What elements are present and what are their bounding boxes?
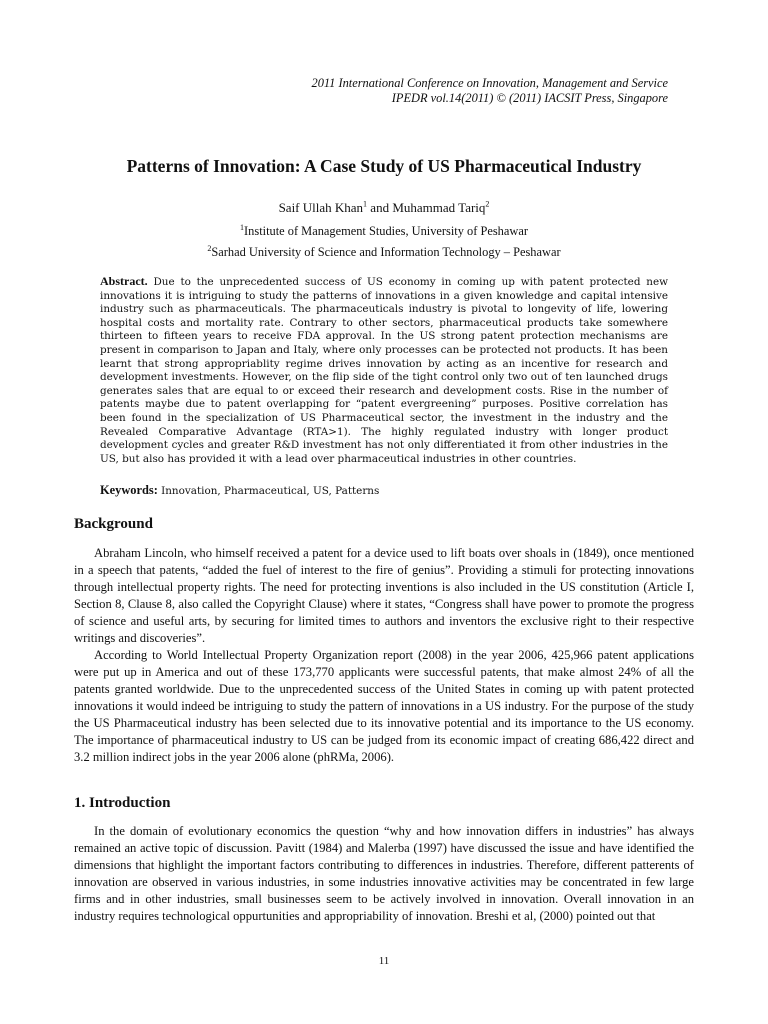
keywords-label: Keywords: <box>100 483 158 497</box>
author-line <box>0 200 768 216</box>
conference-header <box>68 76 668 106</box>
abstract <box>100 275 668 466</box>
conference-name: 2011 International Conference on Innovation, Management and Service <box>311 76 668 90</box>
background-paragraph-1: Abraham Lincoln, who himself received a patent for a device used to lift boats over shoals in (1849), once mentioned in a speech that patents, “added the fuel of interest to the fire of genius”. Providing a stimuli for protecting innovations through intellectual property rights. The need for protecting inventions is also included in the US constitution (Article I, Section 8, Clause 8, also called the Copyright Clause) where it states, “Congress shall have power to promote the progress of science and useful arts, by securing for limited times to authors and inventors the exclusive right to their respective writings and discoveries”. <box>74 546 694 645</box>
author-1: Saif Ullah Khan <box>278 200 364 215</box>
keywords <box>100 483 668 498</box>
affiliation-1-text: Institute of Management Studies, University of Peshawar <box>244 224 528 238</box>
introduction-paragraph-1: In the domain of evolutionary economics the question “why and how innovation differs in industries” has always remained an active topic of discussion. Pavitt (1984) and Malerba (1997) have discussed the issue and have identified the dimensions that highlight the important factors contributing to differences in industries. Therefore, different patterents of innovation are observed in various industries, in some industries innovative activities may be concentrated in few large firms and in other industries, small businesses seem to be actively involved in innovation. Overall innovation in an industry requires technological oppurtunities and appropriability of innovation. Breshi et al, (2000) pointed out that <box>74 824 694 923</box>
section-heading-introduction: 1. Introduction <box>74 795 171 811</box>
abstract-label: Abstract. <box>100 274 148 288</box>
affiliation-2-text: Sarhad University of Science and Information Technology – Peshawar <box>211 245 561 259</box>
paper-title: Patterns of Innovation: A Case Study of US Pharmaceutical Industry <box>126 156 642 176</box>
author-conjunction: and <box>367 200 393 215</box>
affiliation-2 <box>0 245 768 260</box>
background-paragraph-2: According to World Intellectual Property Organization report (2008) in the year 2006, 425,966 patent applications were put up in America and out of these 173,770 applicants were successful patents, that make almost 24% of all the patents granted worldwide. Due to the unprecedented success of the United States in coming up with patent protected innovations it would indeed be intriguing to study the pattern of innovations in a US industry. For the purpose of the study the US Pharmaceutical industry has been selected due to its innovative potential and its importance to the US economy. The importance of pharmaceutical industry to US can be judged from its economic impact of creating 686,422 direct and 3.2 million indirect jobs in the year 2006 alone (phRMa, 2006). <box>74 648 694 764</box>
section-heading-background: Background <box>74 516 153 532</box>
publication-info: IPEDR vol.14(2011) © (2011) IACSIT Press, Singapore <box>391 91 668 105</box>
affiliation-2-mark: 2 <box>207 243 212 253</box>
author-2: Muhammad Tariq <box>392 200 486 215</box>
author-2-affiliation-mark: 2 <box>485 199 490 209</box>
affiliation-1-mark: 1 <box>240 222 245 232</box>
author-1-affiliation-mark: 1 <box>363 199 368 209</box>
keywords-text: Innovation, Pharmaceutical, US, Patterns <box>161 485 380 497</box>
abstract-text: Due to the unprecedented success of US economy in coming up with patent protected new innovations it is intriguing to study the patterns of innovations in a given knowledge and capital intensive industry such as pharmaceuticals. The pharmaceuticals industry is pivotal to longevity of life, lowering hospital costs and mortality rate. Contrary to other sectors, pharmaceutical products take somewhere thirteen to fifteen years to receive FDA approval. In the US strong patent protection mechanisms are present in comparison to Japan and Italy, where only processes can be protected not products. It has been learnt that strong appropriablity regime drives innovation by acting as an incentive for research and development investments. However, on the flip side of the tight control only two out of ten launched drugs generates sales that are equal to or exceed their research and development costs. Rise in the number of patents maybe due to patent overlapping for “patent evergreening” purposes. Positive correlation has been found in the specialization of US Pharmaceutical sector, the investment in the industry and the Revealed Comparative Advantage (RTA>1). The highly regulated industry with longer product development cycles and greater R&D investment has not only differentiated it from other industries in the US, but also has provided it with a lead over pharmaceutical industries in other countries. <box>100 276 668 465</box>
affiliation-1 <box>0 224 768 239</box>
page-number: 11 <box>378 955 390 967</box>
